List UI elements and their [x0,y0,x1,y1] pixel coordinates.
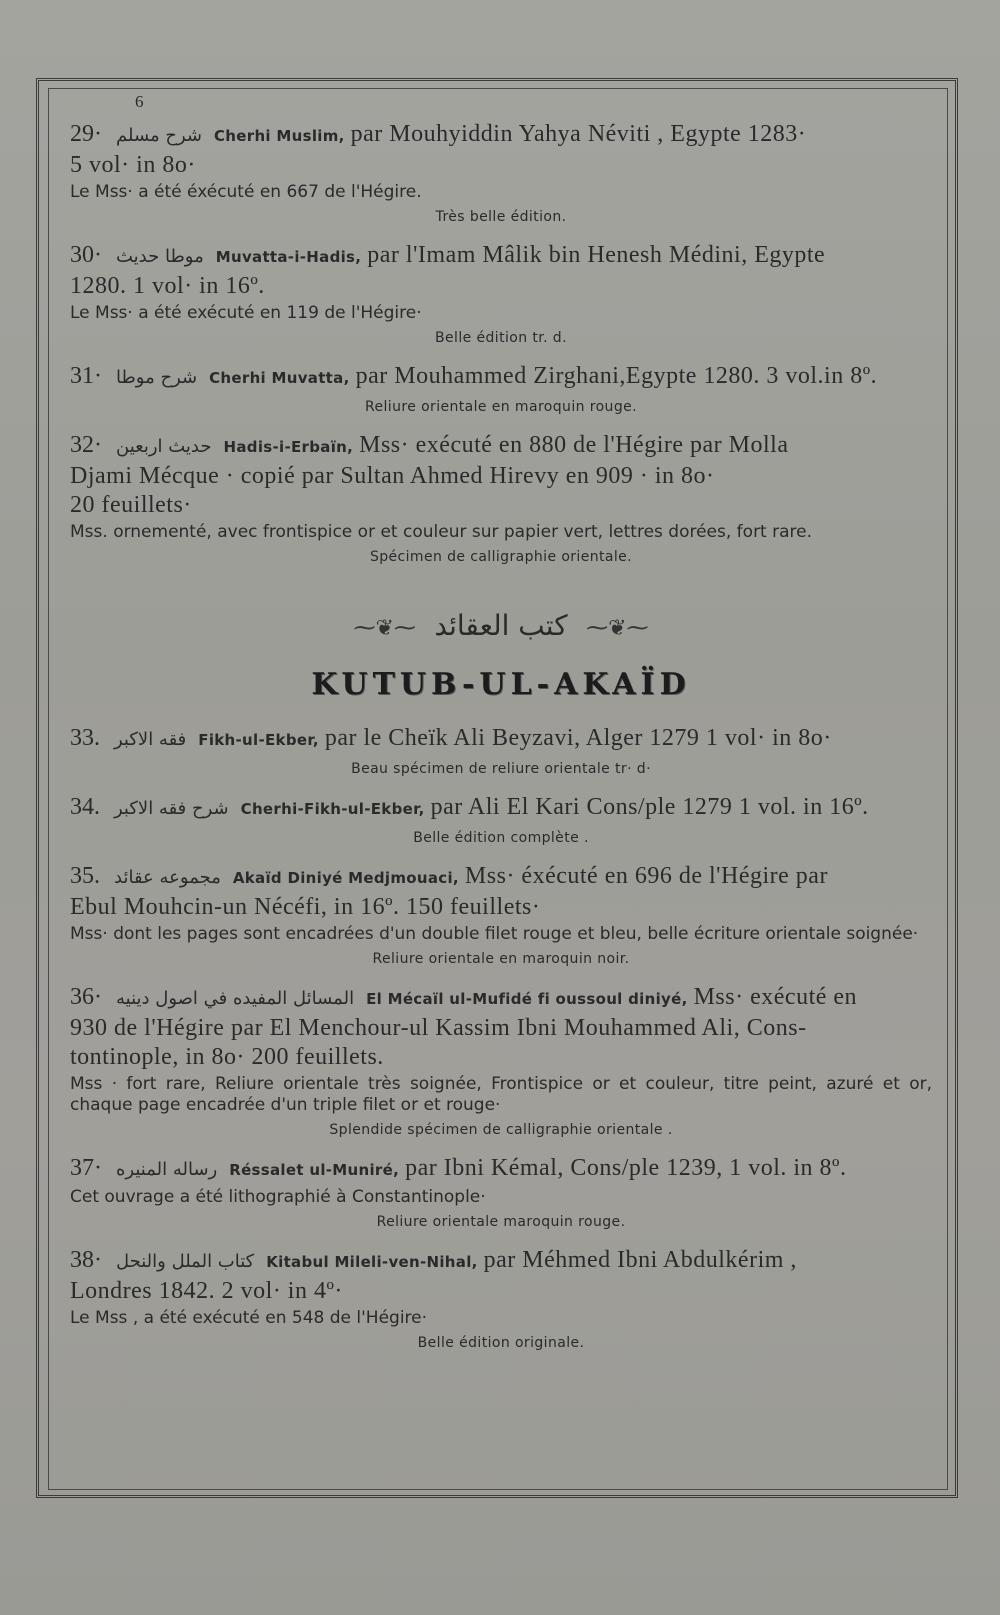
entry-arabic-title: شرح فقه الاكبر [114,798,229,819]
entry-title-line [70,862,932,893]
entry-remark: Reliure orientale en maroquin rouge. [365,399,637,415]
entry-number: 32· [70,432,102,458]
entry-transliterated-title: Cherhi-Fikh-ul-Ekber, [240,800,425,818]
catalogue-entry [70,983,932,1138]
entry-arabic-title: فقه الاكبر [114,729,187,750]
entry-remark: Beau spécimen de reliure orientale tr· d· [351,761,651,777]
entry-remark: Très belle édition. [435,209,567,225]
section-title: KUTUB-UL-AKAÏD [311,667,691,702]
catalogue-entry [70,362,932,415]
catalogue-entry [70,120,932,225]
entry-remark: Spécimen de calligraphie orientale. [369,549,633,565]
entry-title-line [70,1154,932,1185]
entry-description-line: Ebul Mouhcin-un Nécéfi, in 16º. 150 feuillets· [70,894,541,920]
flourish-right-icon: ⁓❦⁓ [586,615,649,640]
entry-transliterated-title: Hadis-i-Erbaïn, [223,438,354,456]
entries-list-akaid [70,724,932,1351]
entry-remark: Belle édition tr. d. [435,330,567,346]
entry-arabic-title: رساله المنيره [116,1159,218,1180]
entry-title-line [70,793,932,824]
entry-number: 31· [70,363,102,389]
entry-description: par Ali El Kari Cons/ple 1279 1 vol. in 16º. [430,794,869,820]
entry-number: 33. [70,725,100,751]
entry-description-line: 20 feuillets· [70,492,192,518]
entry-transliterated-title: Cherhi Muvatta, [209,369,350,387]
entry-transliterated-title: Kitabul Mileli-ven-Nihal, [266,1253,478,1271]
entry-description: Mss· exécuté en [693,984,858,1010]
entry-arabic-title: كتاب الملل والنحل [116,1251,255,1272]
entry-transliterated-title: Muvatta-i-Hadis, [215,248,362,266]
entry-title-line [70,362,932,393]
entry-description-line: 1280. 1 vol· in 16º. [70,273,265,299]
entry-arabic-title: المسائل المفيده في اصول دينيه [116,988,355,1009]
entry-note: Mss · fort rare, Reliure orientale très soignée, Frontispice or et couleur, titre peint, azuré et or, chaque page encadrée d'un triple filet or et rouge· [70,1074,932,1115]
entry-number: 37· [70,1155,102,1181]
entry-note: Le Mss , a été exécuté en 548 de l'Hégire· [70,1308,428,1328]
entry-number: 29· [70,121,102,147]
section-header [70,609,932,702]
entry-arabic-title: شرح موطا [116,367,198,388]
entry-description: par Ibni Kémal, Cons/ple 1239, 1 vol. in 8º. [405,1155,847,1181]
entry-transliterated-title: El Mécaïl ul-Mufidé fi oussoul diniyé, [366,990,688,1008]
entry-number: 38· [70,1247,102,1273]
entry-title-line [70,1246,932,1277]
entry-transliterated-title: Akaïd Diniyé Medjmouaci, [232,869,459,887]
flourish-left-icon: ⁓❦⁓ [353,615,416,640]
entry-number: 30· [70,242,102,268]
entry-description: par Mouhammed Zirghani,Egypte 1280. 3 vol.in 8º. [355,363,878,389]
entry-remark: Splendide spécimen de calligraphie orientale . [329,1122,673,1138]
entry-transliterated-title: Cherhi Muslim, [214,127,345,145]
entry-remark: Reliure orientale en maroquin noir. [372,951,630,967]
catalogue-entry [70,241,932,346]
entry-note: Mss. ornementé, avec frontispice or et couleur sur papier vert, lettres dorées, fort rare. [70,522,813,542]
entry-title-line [70,120,932,151]
entry-number: 35. [70,863,100,889]
catalogue-entry [70,1246,932,1351]
entry-description: Mss· exécuté en 880 de l'Hégire par Molla [359,432,789,458]
entry-description: par l'Imam Mâlik bin Henesh Médini, Egypte [367,242,826,268]
entry-arabic-title: موطا حديث [116,246,204,267]
entry-number: 36· [70,984,102,1010]
entry-description-line: Djami Mécque · copié par Sultan Ahmed Hirevy en 909 · in 8o· [70,463,715,489]
entry-description-line: 5 vol· in 8o· [70,152,196,178]
entry-description-line: 930 de l'Hégire par El Menchour-ul Kassim Ibni Mouhammed Ali, Cons- [70,1015,807,1041]
entry-description: par Mouhyiddin Yahya Néviti , Egypte 1283· [350,121,807,147]
section-arabic-title: کتب العقائد [434,609,568,642]
entry-description-line: Londres 1842. 2 vol· in 4º· [70,1278,343,1304]
catalogue-entry [70,1154,932,1230]
entry-number: 34. [70,794,100,820]
catalogue-entry [70,431,932,565]
entry-remark: Reliure orientale maroquin rouge. [376,1214,626,1230]
entry-note: Le Mss· a été exécuté en 119 de l'Hégire· [70,303,422,323]
entry-title-line [70,241,932,272]
entry-remark: Belle édition complète . [413,830,589,846]
catalogue-entry [70,862,932,967]
entry-note: Mss· dont les pages sont encadrées d'un double filet rouge et bleu, belle écriture orientale soignée· [70,924,919,944]
entry-note: Cet ouvrage a été lithographié à Constantinople· [70,1187,486,1207]
entry-title-line [70,724,932,755]
entry-transliterated-title: Fikh-ul-Ekber, [198,731,319,749]
entry-arabic-title: مجموعه عقائد [114,867,221,888]
entry-title-line [70,983,932,1014]
catalogue-entry [70,793,932,846]
entry-arabic-title: شرح مسلم [116,125,202,146]
entries-list-hadith [70,120,932,565]
section-ornament [70,609,932,649]
entry-note: Le Mss· a été éxécuté en 667 de l'Hégire. [70,182,422,202]
entry-description: par le Cheïk Ali Beyzavi, Alger 1279 1 vol· in 8o· [324,725,832,751]
page-content [70,92,932,1367]
entry-title-line [70,431,932,462]
entry-description: par Méhmed Ibni Abdulkérim , [483,1247,797,1273]
entry-arabic-title: حديث اربعين [116,436,212,457]
entry-description: Mss· éxécuté en 696 de l'Hégire par [464,863,828,889]
entry-description-line: tontinople, in 8o· 200 feuillets. [70,1044,384,1070]
entry-transliterated-title: Réssalet ul-Muniré, [229,1161,400,1179]
entry-remark: Belle édition originale. [417,1335,585,1351]
catalogue-entry [70,724,932,777]
page-number: 6 [135,92,144,111]
